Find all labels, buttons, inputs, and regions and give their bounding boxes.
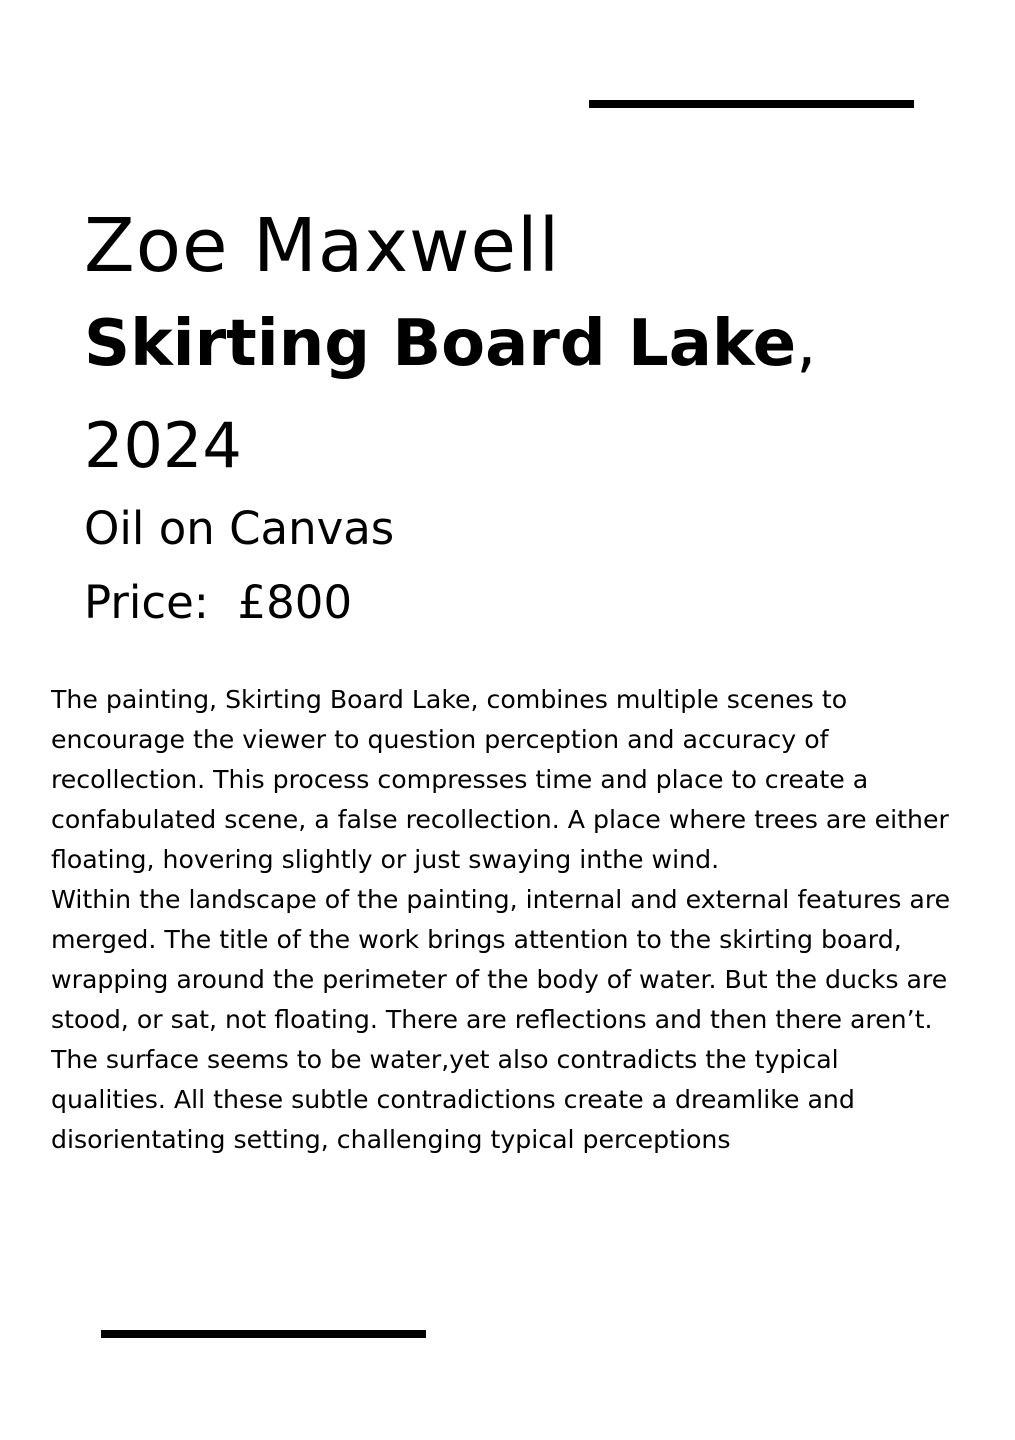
artwork-label-header	[84, 200, 964, 636]
price-label: Price:	[84, 576, 209, 629]
artwork-title-line	[84, 304, 964, 384]
bottom-divider	[101, 1330, 426, 1338]
artwork-title-comma: ,	[796, 307, 817, 381]
artwork-medium: Oil on Canvas	[84, 502, 395, 555]
description-paragraph: Within the landscape of the painting, internal and external features are merged. The title of the work brings attention to the skirting board, wrapping around the perimeter of the body of water. But the ducks are stood, or sat, not floating. There are reflections and then there aren’t. The surface seems to be water,yet also contradicts the typical qualities. All these subtle contradictions create a dreamlike and disorientating setting, challenging typical perceptions	[51, 885, 951, 1154]
artwork-title: Skirting Board Lake	[84, 307, 797, 381]
description-paragraph: The painting, Skirting Board Lake, combines multiple scenes to encourage the viewer to question perception and accuracy of recollection. This process compresses time and place to create a confabulated scene, a false recollection. A place where trees are either floating, hovering slightly or just swaying inthe wind.	[51, 685, 949, 874]
price-value: £800	[237, 576, 353, 629]
artist-name: Zoe Maxwell	[84, 203, 561, 289]
artwork-price	[84, 570, 964, 636]
artwork-year: 2024	[84, 409, 242, 482]
top-divider	[589, 100, 914, 108]
artwork-description	[51, 680, 956, 1160]
